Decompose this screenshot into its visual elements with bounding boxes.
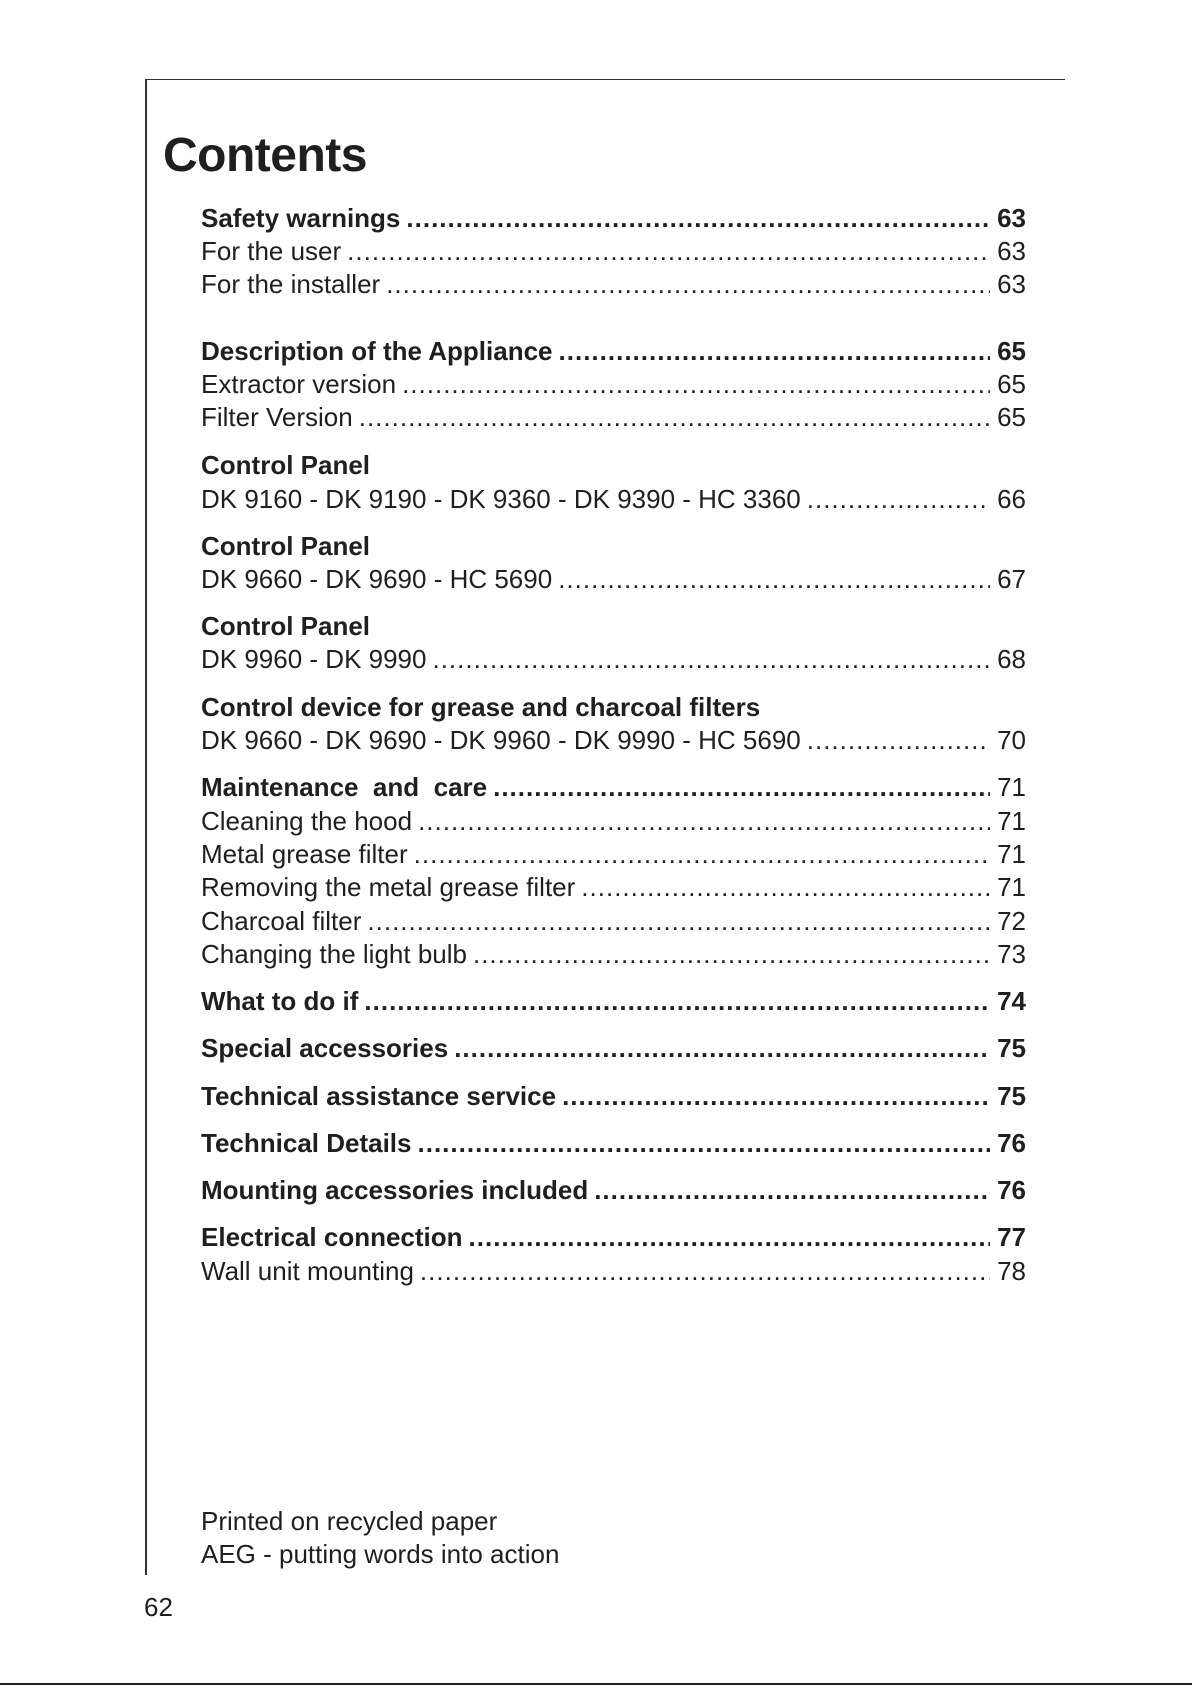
toc-entry-text: Mounting accessories included [201,1175,589,1205]
toc-page-number: 63 [997,236,1026,266]
toc-leader-dots [432,644,990,674]
toc-page-number: 71 [997,772,1026,802]
toc-leader-dots [347,236,990,266]
toc-entry-cleaning-hood[interactable] [201,806,1026,836]
page-title: Contents [163,129,367,182]
toc-entry-text: DK 9660 - DK 9690 - DK 9960 - DK 9990 - HC 5690 [201,725,801,755]
toc-entry-text: Description of the Appliance [201,336,553,366]
toc-page-number: 74 [997,986,1026,1016]
toc-entry-mounting-accessories[interactable] [201,1175,1026,1205]
toc-leader-dots [807,725,990,755]
toc-leader-dots [359,402,990,432]
toc-entry-text: Removing the metal grease filter [201,872,576,902]
toc-entry-text: Filter Version [201,402,353,432]
toc-entry-control-panel-dk9960[interactable] [201,644,1026,674]
toc-entry-text: Maintenance and care [201,772,488,802]
footer-slogan: AEG - putting words into action [201,1539,560,1569]
toc-entry-text: DK 9660 - DK 9690 - HC 5690 [201,564,553,594]
toc-page-number: 73 [997,939,1026,969]
toc-leader-dots [562,1081,990,1111]
toc-page-number: 75 [997,1081,1026,1111]
toc-page-number: 71 [997,839,1026,869]
toc-entry-technical-details[interactable] [201,1128,1026,1158]
toc-entry-text: Wall unit mounting [201,1256,414,1286]
toc-heading-control-device: Control device for grease and charcoal filters [201,692,761,722]
toc-page-number: 75 [997,1033,1026,1063]
toc-entry-text: Charcoal filter [201,906,362,936]
toc-leader-dots [418,1128,991,1158]
toc-entry-removing-filter[interactable] [201,872,1026,902]
toc-page-number: 71 [997,806,1026,836]
toc-page-number: 77 [997,1222,1026,1252]
toc-leader-dots [469,1222,990,1252]
toc-page-number: 63 [997,269,1026,299]
toc-leader-dots [581,872,990,902]
toc-entry-safety-warnings[interactable] [201,203,1026,233]
toc-entry-text: Extractor version [201,369,397,399]
toc-entry-for-the-installer[interactable] [201,269,1026,299]
toc-leader-dots [402,369,990,399]
toc-page-number: 65 [997,402,1026,432]
toc-leader-dots [454,1033,990,1063]
toc-entry-electrical-connection[interactable] [201,1222,1026,1252]
toc-entry-what-to-do[interactable] [201,986,1026,1016]
toc-entry-maintenance[interactable] [201,772,1026,802]
toc-page-number: 70 [997,725,1026,755]
toc-page-number: 72 [997,906,1026,936]
toc-entry-control-panel-dk9660[interactable] [201,564,1026,594]
toc-entry-text: For the user [201,236,342,266]
toc-entry-wall-unit-mounting[interactable] [201,1256,1026,1286]
toc-leader-dots [414,839,990,869]
toc-entry-text: Changing the light bulb [201,939,467,969]
toc-page-number: 67 [997,564,1026,594]
toc-entry-technical-assistance[interactable] [201,1081,1026,1111]
footer-recycled-note: Printed on recycled paper [201,1506,498,1536]
toc-entry-text: For the installer [201,269,381,299]
toc-page-number: 78 [997,1256,1026,1286]
toc-page-number: 63 [997,203,1026,233]
toc-leader-dots [386,269,990,299]
toc-entry-changing-bulb[interactable] [201,939,1026,969]
toc-entry-text: Safety warnings [201,203,401,233]
page-number: 62 [144,1592,173,1622]
toc-entry-text: Metal grease filter [201,839,408,869]
toc-entry-charcoal-filter[interactable] [201,906,1026,936]
toc-entry-text: Electrical connection [201,1222,463,1252]
toc-leader-dots [594,1175,990,1205]
toc-entry-text: Cleaning the hood [201,806,413,836]
frame-left-rule [145,79,147,1575]
toc-entry-for-the-user[interactable] [201,236,1026,266]
toc-entry-text: DK 9960 - DK 9990 [201,644,427,674]
toc-entry-metal-grease-filter[interactable] [201,839,1026,869]
toc-page-number: 66 [997,484,1026,514]
toc-page-number: 65 [997,369,1026,399]
toc-entry-text: DK 9160 - DK 9190 - DK 9360 - DK 9390 - HC 3360 [201,484,801,514]
toc-entry-description[interactable] [201,336,1026,366]
toc-leader-dots [558,564,990,594]
toc-page-number: 65 [997,336,1026,366]
toc-entry-extractor-version[interactable] [201,369,1026,399]
frame-top-rule [145,79,1065,80]
toc-entry-text: Technical Details [201,1128,412,1158]
toc-leader-dots [420,1256,990,1286]
toc-leader-dots [364,986,990,1016]
toc-page-number: 68 [997,644,1026,674]
toc-page-number: 71 [997,872,1026,902]
toc-page-number: 76 [997,1128,1026,1158]
toc-heading-control-panel: Control Panel [201,531,371,561]
toc-heading-control-panel: Control Panel [201,450,371,480]
toc-entry-control-device[interactable] [201,725,1026,755]
toc-entry-control-panel-dk9160[interactable] [201,484,1026,514]
toc-leader-dots [406,203,990,233]
toc-leader-dots [367,906,990,936]
toc-leader-dots [418,806,990,836]
toc-entry-filter-version[interactable] [201,402,1026,432]
toc-leader-dots [559,336,990,366]
toc-entry-special-accessories[interactable] [201,1033,1026,1063]
toc-entry-text: Special accessories [201,1033,449,1063]
toc-page-number: 76 [997,1175,1026,1205]
toc-leader-dots [493,772,990,802]
toc-leader-dots [807,484,990,514]
toc-entry-text: Technical assistance service [201,1081,557,1111]
toc-entry-text: What to do if [201,986,359,1016]
toc-heading-control-panel: Control Panel [201,611,371,641]
toc-leader-dots [473,939,990,969]
